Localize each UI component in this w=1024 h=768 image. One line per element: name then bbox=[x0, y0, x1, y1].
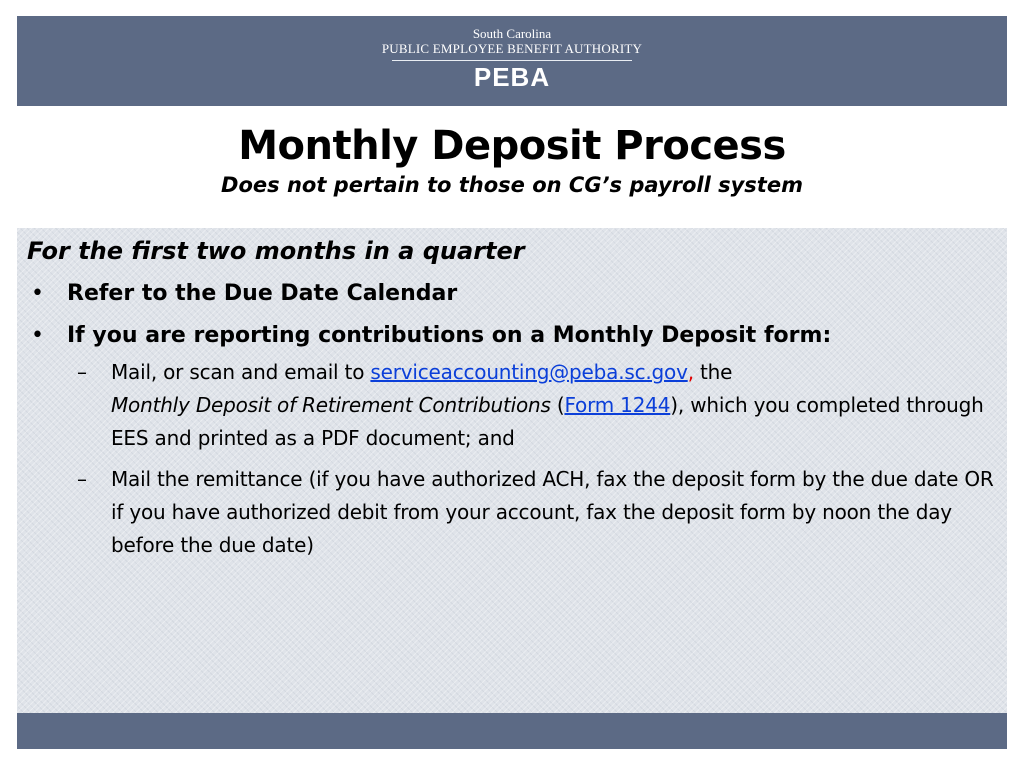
section-heading: For the first two months in a quarter bbox=[27, 237, 525, 265]
sub-item-text: the bbox=[693, 360, 733, 384]
email-link[interactable]: serviceaccounting@peba.sc.gov bbox=[370, 360, 688, 384]
sub-item-mail-remittance bbox=[27, 463, 997, 562]
logo-divider bbox=[392, 60, 632, 61]
bullet-item-monthly-form bbox=[27, 322, 997, 350]
logo-wordmark: PEBA bbox=[473, 62, 551, 92]
title-area bbox=[17, 106, 1007, 228]
comma-text: , bbox=[687, 360, 694, 384]
sub-item-text: ( bbox=[550, 393, 565, 417]
slide-title: Monthly Deposit Process bbox=[238, 123, 786, 169]
footer-band bbox=[17, 713, 1007, 749]
sub-item-text: ), which you completed through EES and printed as a PDF document; and bbox=[111, 393, 984, 450]
peba-logo bbox=[347, 26, 677, 104]
bullet-text: If you are reporting contributions on a Monthly Deposit form: bbox=[67, 323, 832, 348]
slide-body bbox=[27, 236, 997, 562]
dash-icon: – bbox=[77, 360, 87, 384]
bullet-item-due-date bbox=[27, 280, 997, 308]
bullet-icon: • bbox=[31, 281, 44, 306]
sub-item-mail-or-email bbox=[27, 356, 997, 455]
form-title-text: Monthly Deposit of Retirement Contributions bbox=[111, 393, 551, 417]
form-1244-link[interactable]: Form 1244 bbox=[564, 393, 671, 417]
header-band bbox=[17, 16, 1007, 106]
dash-icon: – bbox=[77, 467, 87, 491]
slide bbox=[17, 16, 1007, 749]
bullet-text: Refer to the Due Date Calendar bbox=[67, 281, 458, 306]
sub-item-text: Mail, or scan and email to bbox=[111, 360, 371, 384]
logo-state-text: South Carolina bbox=[472, 26, 552, 41]
logo-agency-text: PUBLIC EMPLOYEE BENEFIT AUTHORITY bbox=[381, 41, 643, 56]
bullet-icon: • bbox=[31, 323, 44, 348]
slide-subtitle: Does not pertain to those on CG’s payroll system bbox=[221, 173, 803, 197]
sub-item-text: Mail the remittance (if you have authorized ACH, fax the deposit form by the due date OR if you have authorized debit from your account, fax the deposit form by noon the day before the due date) bbox=[111, 467, 994, 557]
